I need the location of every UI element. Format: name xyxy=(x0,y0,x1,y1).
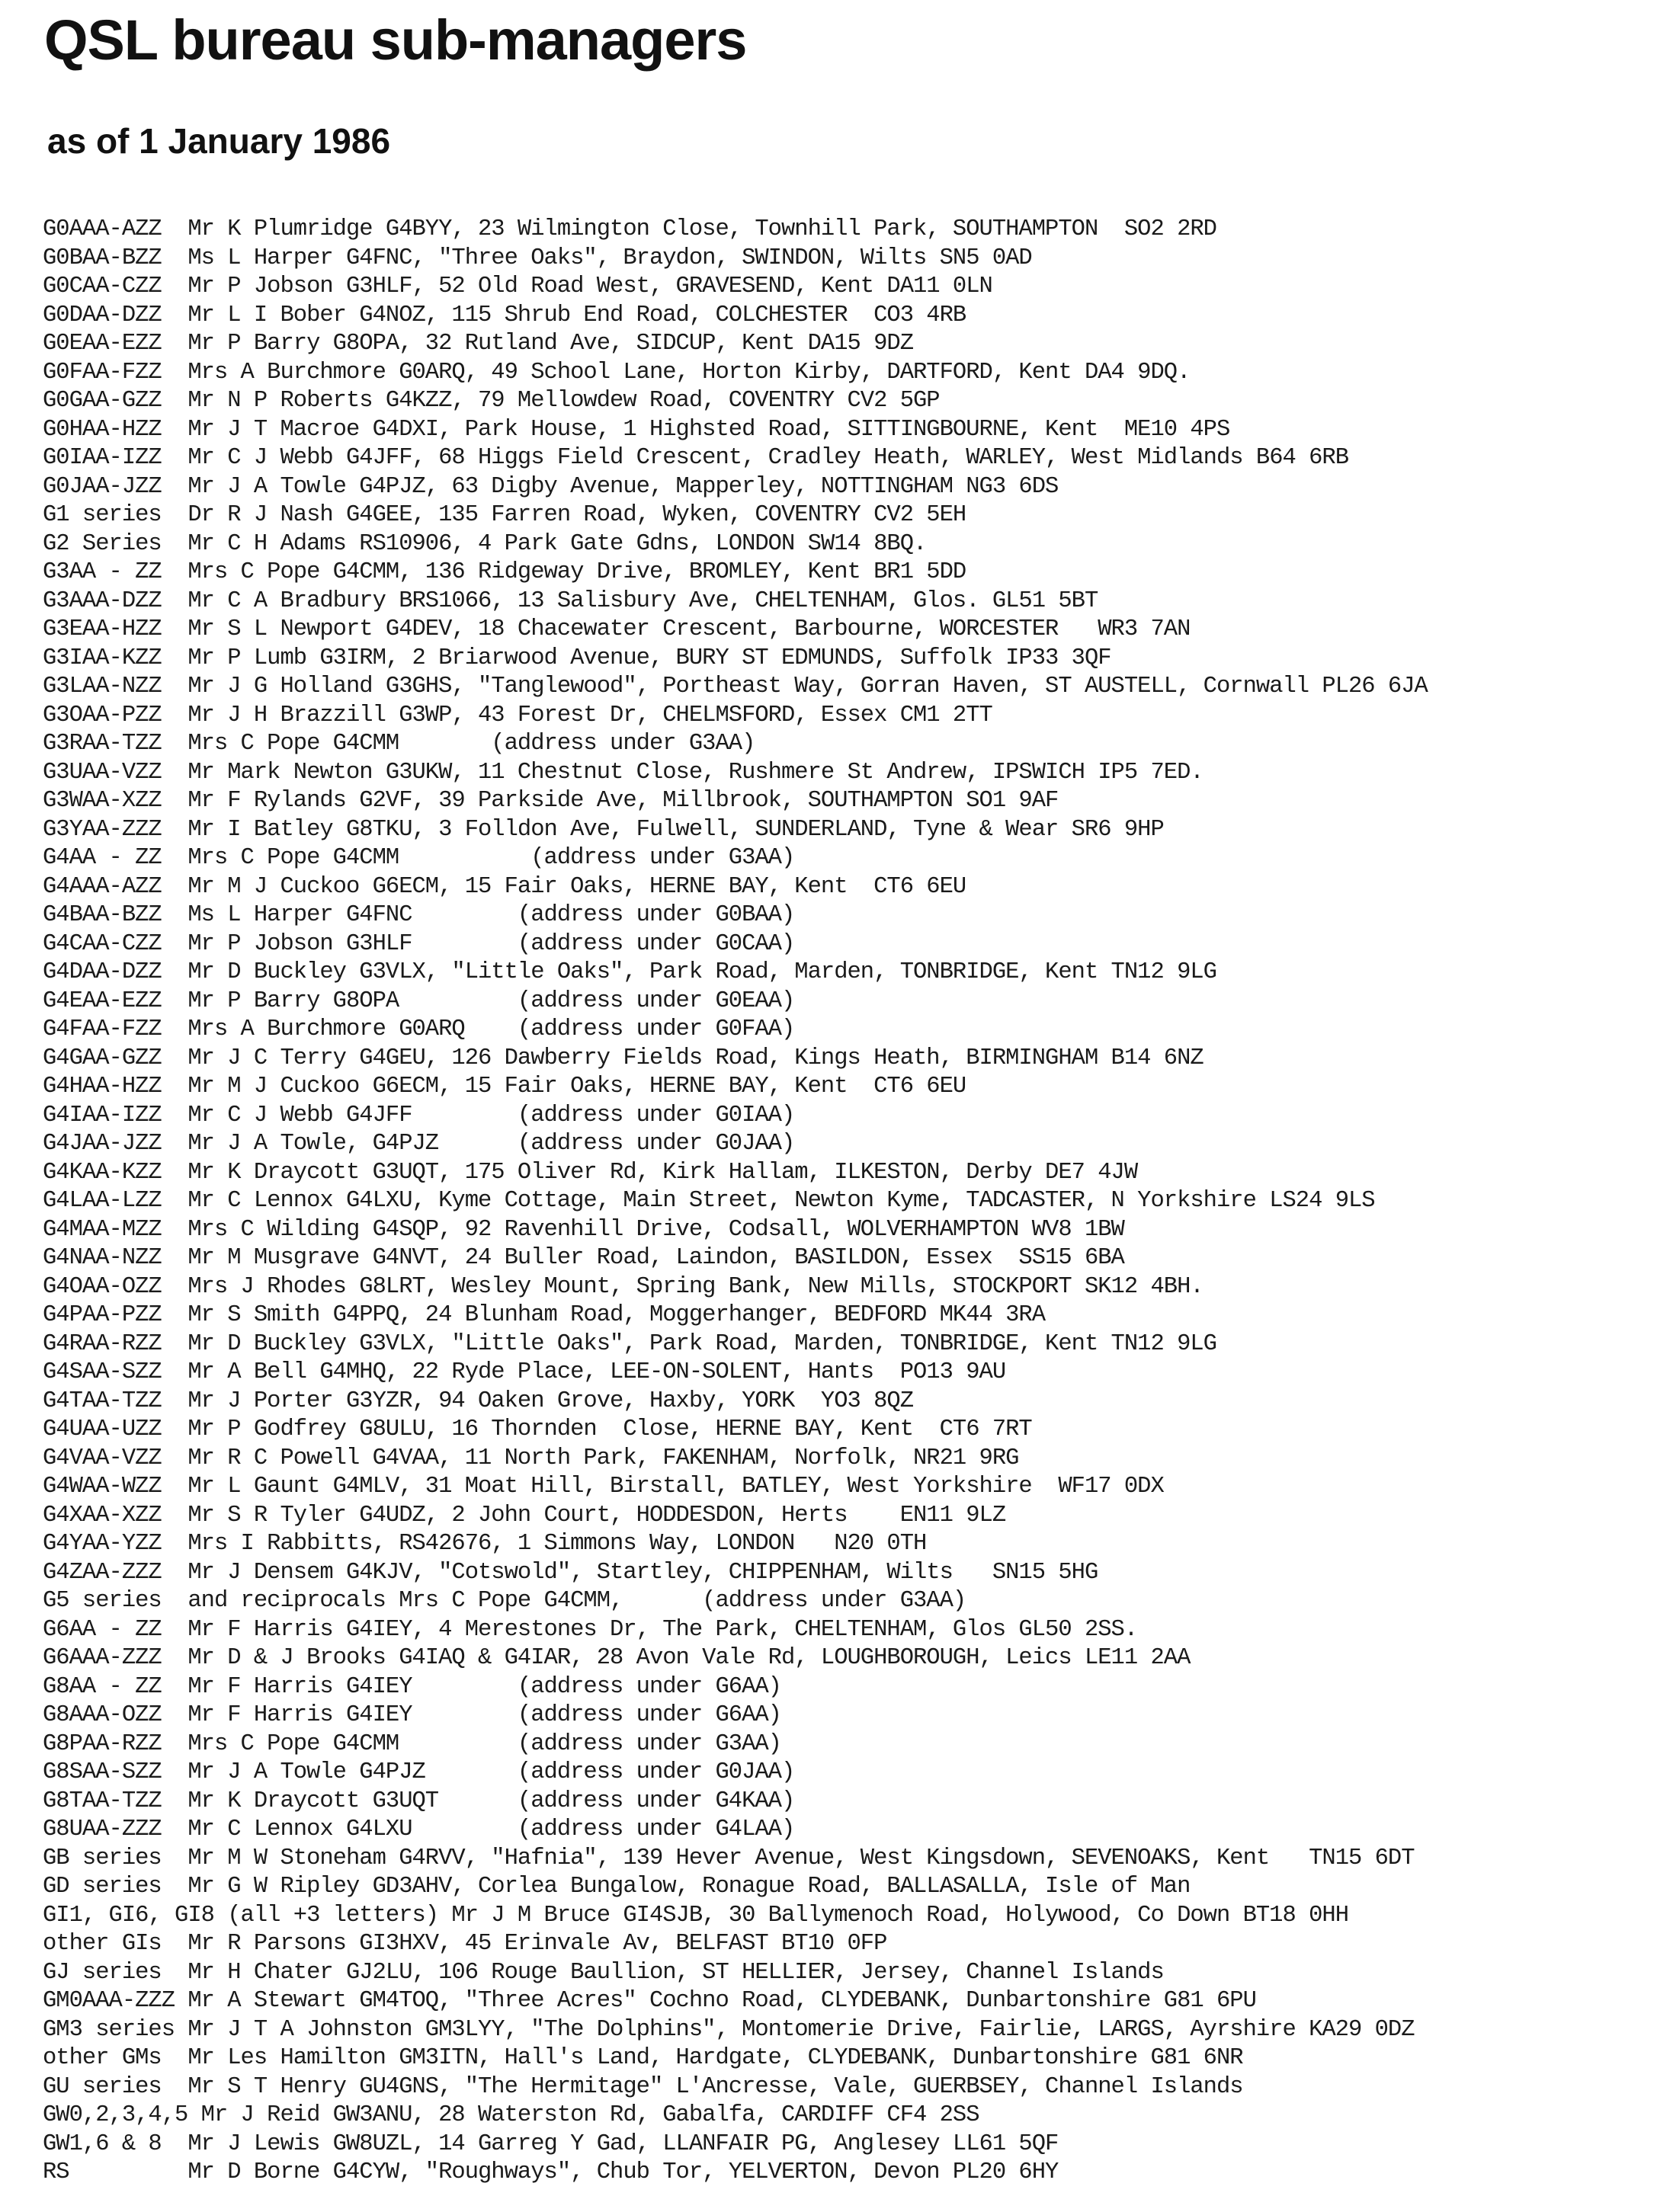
list-item xyxy=(43,1187,1651,1216)
sub-manager-list xyxy=(43,216,1651,2188)
callsign-range: G4LAA-LZZ xyxy=(43,1188,188,1214)
callsign-range: G3YAA-ZZZ xyxy=(43,816,188,843)
callsign-range: GJ series xyxy=(43,1959,188,1986)
manager-address: (all +3 letters) Mr J M Bruce GI4SJB, 30 Ballymenoch Road, Holywood, Co Down BT18 0HH xyxy=(227,1902,1349,1929)
list-item xyxy=(43,1273,1651,1302)
list-item xyxy=(43,416,1651,445)
callsign-range: G4CAA-CZZ xyxy=(43,930,188,957)
list-item xyxy=(43,1987,1651,2016)
manager-address: Mr C J Webb G4JFF (address under G0IAA) xyxy=(187,1102,795,1128)
manager-address: Mr J Densem G4KJV, "Cotswold", Startley, CHIPPENHAM, Wilts SN15 5HG xyxy=(187,1559,1098,1586)
manager-address: Mr I Batley G8TKU, 3 Folldon Ave, Fulwell, SUNDERLAND, Tyne & Wear SR6 9HP xyxy=(187,816,1164,843)
list-item xyxy=(43,2073,1651,2102)
manager-address: Mr J H Brazzill G3WP, 43 Forest Dr, CHELMSFORD, Essex CM1 2TT xyxy=(187,702,992,728)
list-item xyxy=(43,1073,1651,1102)
list-item xyxy=(43,1788,1651,1817)
callsign-range: G4TAA-TZZ xyxy=(43,1388,188,1414)
manager-address: Mr S T Henry GU4GNS, "The Hermitage" L'Ancresse, Vale, GUERBSEY, Channel Islands xyxy=(187,2073,1243,2100)
list-item xyxy=(43,302,1651,331)
callsign-range: G0IAA-IZZ xyxy=(43,445,188,471)
manager-address: Mr M W Stoneham G4RVV, "Hafnia", 139 Hever Avenue, West Kingsdown, SEVENOAKS, Kent TN15 6DT xyxy=(187,1845,1415,1871)
callsign-range: G4KAA-KZZ xyxy=(43,1159,188,1186)
callsign-range: G6AAA-ZZZ xyxy=(43,1645,188,1671)
callsign-range: G4MAA-MZZ xyxy=(43,1216,188,1243)
list-item xyxy=(43,959,1651,988)
list-item xyxy=(43,1930,1651,1959)
list-item xyxy=(43,530,1651,559)
list-item xyxy=(43,759,1651,788)
list-item xyxy=(43,1902,1651,1931)
manager-address: Mr Les Hamilton GM3ITN, Hall's Land, Hardgate, CLYDEBANK, Dunbartonshire G81 6NR xyxy=(187,2045,1243,2071)
manager-address: Mr J Reid GW3ANU, 28 Waterston Rd, Gabalfa, CARDIFF CF4 2SS xyxy=(200,2102,979,2128)
callsign-range: G3OAA-PZZ xyxy=(43,702,188,728)
list-item xyxy=(43,1730,1651,1759)
manager-address: Mr D Borne G4CYW, "Roughways", Chub Tor, YELVERTON, Devon PL20 6HY xyxy=(187,2159,1059,2185)
manager-address: Mr J Porter G3YZR, 94 Oaken Grove, Haxby, YORK YO3 8QZ xyxy=(187,1388,914,1414)
list-item xyxy=(43,216,1651,245)
list-item xyxy=(43,702,1651,731)
callsign-range: G5 series xyxy=(43,1588,188,1614)
callsign-range: G8UAA-ZZZ xyxy=(43,1817,188,1842)
manager-address: Ms L Harper G4FNC, "Three Oaks", Braydon, SWINDON, Wilts SN5 0AD xyxy=(187,245,1032,271)
callsign-range: G4FAA-FZZ xyxy=(43,1016,188,1042)
callsign-range: RS xyxy=(43,2159,188,2185)
callsign-range: other GIs xyxy=(43,1931,188,1957)
list-item xyxy=(43,359,1651,388)
list-item xyxy=(43,787,1651,816)
callsign-range: G0HAA-HZZ xyxy=(43,416,188,443)
manager-address: Mr P Jobson G3HLF, 52 Old Road West, GRAVESEND, Kent DA11 0LN xyxy=(187,274,992,299)
callsign-range: G0JAA-JZZ xyxy=(43,473,188,500)
manager-address: Mrs I Rabbitts, RS42676, 1 Simmons Way, LONDON N20 0TH xyxy=(187,1531,927,1557)
manager-address: Mr C A Bradbury BRS1066, 13 Salisbury Ave, CHELTENHAM, Glos. GL51 5BT xyxy=(187,587,1098,614)
callsign-range: G0EAA-EZZ xyxy=(43,331,188,357)
manager-address: Mr J A Towle G4PJZ, 63 Digby Avenue, Mapperley, NOTTINGHAM NG3 6DS xyxy=(187,473,1059,500)
callsign-range: G6AA - ZZ xyxy=(43,1616,188,1643)
manager-address: Mr S R Tyler G4UDZ, 2 John Court, HODDESDON, Herts EN11 9LZ xyxy=(187,1502,1006,1529)
callsign-range: G3LAA-NZZ xyxy=(43,674,188,699)
manager-address: Mr F Rylands G2VF, 39 Parkside Ave, Millbrook, SOUTHAMPTON SO1 9AF xyxy=(187,788,1059,814)
callsign-range: G4YAA-YZZ xyxy=(43,1531,188,1557)
list-item xyxy=(43,901,1651,930)
callsign-range: G8TAA-TZZ xyxy=(43,1788,188,1814)
list-item xyxy=(43,673,1651,702)
list-item xyxy=(43,1845,1651,1874)
callsign-range: GM3 series xyxy=(43,2016,188,2043)
list-item xyxy=(43,1873,1651,1902)
list-item xyxy=(43,2159,1651,2188)
manager-address: Mr F Harris G4IEY (address under G6AA) xyxy=(187,1673,781,1700)
manager-address: Mr L Gaunt G4MLV, 31 Moat Hill, Birstall, BATLEY, West Yorkshire WF17 0DX xyxy=(187,1474,1164,1500)
callsign-range: G8AAA-OZZ xyxy=(43,1702,188,1728)
list-item xyxy=(43,1816,1651,1845)
list-item xyxy=(43,1530,1651,1559)
callsign-range: G2 Series xyxy=(43,530,188,557)
manager-address: Mr K Draycott G3UQT (address under G4KAA) xyxy=(187,1788,795,1814)
manager-address: Mr J C Terry G4GEU, 126 Dawberry Fields Road, Kings Heath, BIRMINGHAM B14 6NZ xyxy=(187,1045,1203,1071)
list-item xyxy=(43,1559,1651,1588)
callsign-range: GB series xyxy=(43,1845,188,1871)
manager-address: Mr J T A Johnston GM3LYY, "The Dolphins", Montomerie Drive, Fairlie, LARGS, Ayrshire KA29 0DZ xyxy=(187,2016,1415,2043)
callsign-range: G4OAA-OZZ xyxy=(43,1273,188,1300)
manager-address: Mr D Buckley G3VLX, "Little Oaks", Park Road, Marden, TONBRIDGE, Kent TN12 9LG xyxy=(187,1330,1216,1357)
list-item xyxy=(43,844,1651,873)
callsign-range: G3AAA-DZZ xyxy=(43,587,188,614)
manager-address: Mr F Harris G4IEY, 4 Merestones Dr, The Park, CHELTENHAM, Glos GL50 2SS. xyxy=(187,1616,1138,1643)
manager-address: Mr G W Ripley GD3AHV, Corlea Bungalow, Ronague Road, BALLASALLA, Isle of Man xyxy=(187,1874,1191,1900)
list-item xyxy=(43,645,1651,674)
list-item xyxy=(43,1016,1651,1045)
list-item xyxy=(43,2016,1651,2045)
list-item xyxy=(43,1759,1651,1788)
callsign-range: G4AA - ZZ xyxy=(43,845,188,871)
manager-address: and reciprocals Mrs C Pope G4CMM, (address under G3AA) xyxy=(187,1588,966,1614)
manager-address: Mrs C Pope G4CMM, 136 Ridgeway Drive, BROMLEY, Kent BR1 5DD xyxy=(187,559,966,585)
manager-address: Mr M Musgrave G4NVT, 24 Buller Road, Laindon, BASILDON, Essex SS15 6BA xyxy=(187,1245,1124,1271)
manager-address: Mr A Bell G4MHQ, 22 Ryde Place, LEE-ON-SOLENT, Hants PO13 9AU xyxy=(187,1359,1006,1385)
list-item xyxy=(43,1159,1651,1188)
manager-address: Mr C Lennox G4LXU (address under G4LAA) xyxy=(187,1817,795,1842)
list-item xyxy=(43,559,1651,587)
list-item xyxy=(43,1359,1651,1388)
callsign-range: other GMs xyxy=(43,2045,188,2071)
manager-address: Mr R Parsons GI3HXV, 45 Erinvale Av, BELFAST BT10 0FP xyxy=(187,1931,887,1957)
list-item xyxy=(43,1216,1651,1245)
manager-address: Mr P Barry G8OPA (address under G0EAA) xyxy=(187,988,795,1014)
callsign-range: G3WAA-XZZ xyxy=(43,788,188,814)
list-item xyxy=(43,444,1651,473)
manager-address: Ms L Harper G4FNC (address under G0BAA) xyxy=(187,902,795,928)
manager-address: Mr P Godfrey G8ULU, 16 Thornden Close, HERNE BAY, Kent CT6 7RT xyxy=(187,1417,1032,1442)
list-item xyxy=(43,330,1651,359)
manager-address: Mr J Lewis GW8UZL, 14 Garreg Y Gad, LLANFAIR PG, Anglesey LL61 5QF xyxy=(187,2130,1059,2157)
list-item xyxy=(43,930,1651,959)
manager-address: Mr F Harris G4IEY (address under G6AA) xyxy=(187,1702,781,1728)
list-item xyxy=(43,2130,1651,2159)
callsign-range: G4BAA-BZZ xyxy=(43,902,188,928)
manager-address: Mrs A Burchmore G0ARQ (address under G0FAA) xyxy=(187,1016,795,1042)
callsign-range: G0FAA-FZZ xyxy=(43,359,188,386)
callsign-range: G4HAA-HZZ xyxy=(43,1074,188,1100)
callsign-range: G0AAA-AZZ xyxy=(43,216,188,242)
manager-address: Mr A Stewart GM4TOQ, "Three Acres" Cochno Road, CLYDEBANK, Dunbartonshire G81 6PU xyxy=(187,1988,1256,2014)
callsign-range: G3UAA-VZZ xyxy=(43,759,188,786)
callsign-range: GI1, GI6, GI8 xyxy=(43,1902,228,1929)
callsign-range: GW1,6 & 8 xyxy=(43,2130,188,2157)
list-item xyxy=(43,1445,1651,1474)
list-item xyxy=(43,1130,1651,1159)
manager-address: Mr D Buckley G3VLX, "Little Oaks", Park Road, Marden, TONBRIDGE, Kent TN12 9LG xyxy=(187,959,1216,985)
list-item xyxy=(43,1045,1651,1074)
manager-address: Mrs C Pope G4CMM (address under G3AA) xyxy=(187,731,755,757)
list-item xyxy=(43,1301,1651,1330)
callsign-range: G4SAA-SZZ xyxy=(43,1359,188,1385)
callsign-range: G4VAA-VZZ xyxy=(43,1445,188,1471)
manager-address: Mr Mark Newton G3UKW, 11 Chestnut Close, Rushmere St Andrew, IPSWICH IP5 7ED. xyxy=(187,759,1203,786)
callsign-range: G4ZAA-ZZZ xyxy=(43,1559,188,1586)
manager-address: Mr K Draycott G3UQT, 175 Oliver Rd, Kirk Hallam, ILKESTON, Derby DE7 4JW xyxy=(187,1159,1138,1186)
callsign-range: G4XAA-XZZ xyxy=(43,1502,188,1529)
list-item xyxy=(43,1959,1651,1988)
manager-address: Mr M J Cuckoo G6ECM, 15 Fair Oaks, HERNE BAY, Kent CT6 6EU xyxy=(187,1074,966,1100)
callsign-range: G3IAA-KZZ xyxy=(43,645,188,671)
list-item xyxy=(43,587,1651,616)
manager-address: Mrs C Pope G4CMM (address under G3AA) xyxy=(187,845,795,871)
callsign-range: G0CAA-CZZ xyxy=(43,274,188,299)
callsign-range: G3AA - ZZ xyxy=(43,559,188,585)
callsign-range: G4GAA-GZZ xyxy=(43,1045,188,1071)
manager-address: Mr C Lennox G4LXU, Kyme Cottage, Main Street, Newton Kyme, TADCASTER, N Yorkshire LS24 9LS xyxy=(187,1188,1375,1214)
list-item xyxy=(43,245,1651,274)
callsign-range: GW0,2,3,4,5 xyxy=(43,2102,201,2128)
callsign-range: G1 series xyxy=(43,502,188,528)
callsign-range: G3EAA-HZZ xyxy=(43,616,188,642)
callsign-range: G4AAA-AZZ xyxy=(43,873,188,900)
manager-address: Mr K Plumridge G4BYY, 23 Wilmington Close, Townhill Park, SOUTHAMPTON SO2 2RD xyxy=(187,216,1216,242)
callsign-range: G8SAA-SZZ xyxy=(43,1759,188,1785)
manager-address: Mr R C Powell G4VAA, 11 North Park, FAKENHAM, Norfolk, NR21 9RG xyxy=(187,1445,1019,1471)
manager-address: Mrs A Burchmore G0ARQ, 49 School Lane, Horton Kirby, DARTFORD, Kent DA4 9DQ. xyxy=(187,359,1191,386)
list-item xyxy=(43,501,1651,530)
callsign-range: G0BAA-BZZ xyxy=(43,245,188,271)
manager-address: Mr S L Newport G4DEV, 18 Chacewater Crescent, Barbourne, WORCESTER WR3 7AN xyxy=(187,616,1191,642)
list-item xyxy=(43,1616,1651,1645)
list-item xyxy=(43,473,1651,502)
list-item xyxy=(43,1502,1651,1531)
list-item xyxy=(43,873,1651,902)
manager-address: Mrs C Wilding G4SQP, 92 Ravenhill Drive, Codsall, WOLVERHAMPTON WV8 1BW xyxy=(187,1216,1124,1243)
list-item xyxy=(43,1416,1651,1445)
manager-address: Mr M J Cuckoo G6ECM, 15 Fair Oaks, HERNE BAY, Kent CT6 6EU xyxy=(187,873,966,900)
list-item xyxy=(43,387,1651,416)
callsign-range: G4EAA-EZZ xyxy=(43,988,188,1014)
list-item xyxy=(43,1244,1651,1273)
page-title: QSL bureau sub-managers xyxy=(44,8,747,72)
list-item xyxy=(43,1473,1651,1502)
callsign-range: G4NAA-NZZ xyxy=(43,1245,188,1271)
callsign-range: G4DAA-DZZ xyxy=(43,959,188,985)
manager-address: Mr J A Towle G4PJZ (address under G0JAA) xyxy=(187,1759,795,1785)
callsign-range: G4JAA-JZZ xyxy=(43,1131,188,1157)
manager-address: Mr J G Holland G3GHS, "Tanglewood", Portheast Way, Gorran Haven, ST AUSTELL, Cornwall PL26 6JA xyxy=(187,674,1428,699)
callsign-range: GM0AAA-ZZZ xyxy=(43,1988,188,2014)
manager-address: Mr P Lumb G3IRM, 2 Briarwood Avenue, BURY ST EDMUNDS, Suffolk IP33 3QF xyxy=(187,645,1111,671)
manager-address: Mr J A Towle, G4PJZ (address under G0JAA) xyxy=(187,1131,795,1157)
list-item xyxy=(43,1102,1651,1131)
list-item xyxy=(43,2044,1651,2073)
list-item xyxy=(43,1330,1651,1359)
callsign-range: G4WAA-WZZ xyxy=(43,1474,188,1500)
callsign-range: G3RAA-TZZ xyxy=(43,731,188,757)
page-subtitle: as of 1 January 1986 xyxy=(47,121,391,161)
manager-address: Mr N P Roberts G4KZZ, 79 Mellowdew Road, COVENTRY CV2 5GP xyxy=(187,388,940,414)
callsign-range: G0GAA-GZZ xyxy=(43,388,188,414)
callsign-range: G8AA - ZZ xyxy=(43,1673,188,1700)
callsign-range: GD series xyxy=(43,1874,188,1900)
callsign-range: G0DAA-DZZ xyxy=(43,302,188,328)
list-item xyxy=(43,273,1651,302)
list-item xyxy=(43,1644,1651,1673)
callsign-range: G8PAA-RZZ xyxy=(43,1730,188,1757)
list-item xyxy=(43,730,1651,759)
manager-address: Mrs J Rhodes G8LRT, Wesley Mount, Spring Bank, New Mills, STOCKPORT SK12 4BH. xyxy=(187,1273,1203,1300)
manager-address: Mr S Smith G4PPQ, 24 Blunham Road, Moggerhanger, BEDFORD MK44 3RA xyxy=(187,1302,1046,1328)
list-item xyxy=(43,1587,1651,1616)
list-item xyxy=(43,1701,1651,1730)
list-item xyxy=(43,1388,1651,1417)
manager-address: Mr P Barry G8OPA, 32 Rutland Ave, SIDCUP, Kent DA15 9DZ xyxy=(187,331,914,357)
callsign-range: G4PAA-PZZ xyxy=(43,1302,188,1328)
manager-address: Mrs C Pope G4CMM (address under G3AA) xyxy=(187,1730,781,1757)
list-item xyxy=(43,816,1651,845)
manager-address: Mr C J Webb G4JFF, 68 Higgs Field Crescent, Cradley Heath, WARLEY, West Midlands B64 6RB xyxy=(187,445,1349,471)
callsign-range: G4UAA-UZZ xyxy=(43,1417,188,1442)
manager-address: Mr J T Macroe G4DXI, Park House, 1 Highsted Road, SITTINGBOURNE, Kent ME10 4PS xyxy=(187,416,1230,443)
manager-address: Mr P Jobson G3HLF (address under G0CAA) xyxy=(187,930,795,957)
list-item xyxy=(43,2102,1651,2130)
callsign-range: GU series xyxy=(43,2073,188,2100)
manager-address: Dr R J Nash G4GEE, 135 Farren Road, Wyken, COVENTRY CV2 5EH xyxy=(187,502,966,528)
list-item xyxy=(43,1673,1651,1702)
manager-address: Mr D & J Brooks G4IAQ & G4IAR, 28 Avon Vale Rd, LOUGHBOROUGH, Leics LE11 2AA xyxy=(187,1645,1191,1671)
list-item xyxy=(43,988,1651,1016)
callsign-range: G4RAA-RZZ xyxy=(43,1330,188,1357)
manager-address: Mr H Chater GJ2LU, 106 Rouge Baullion, ST HELLIER, Jersey, Channel Islands xyxy=(187,1959,1164,1986)
list-item xyxy=(43,616,1651,645)
callsign-range: G4IAA-IZZ xyxy=(43,1102,188,1128)
manager-address: Mr L I Bober G4NOZ, 115 Shrub End Road, COLCHESTER CO3 4RB xyxy=(187,302,966,328)
manager-address: Mr C H Adams RS10906, 4 Park Gate Gdns, LONDON SW14 8BQ. xyxy=(187,530,927,557)
